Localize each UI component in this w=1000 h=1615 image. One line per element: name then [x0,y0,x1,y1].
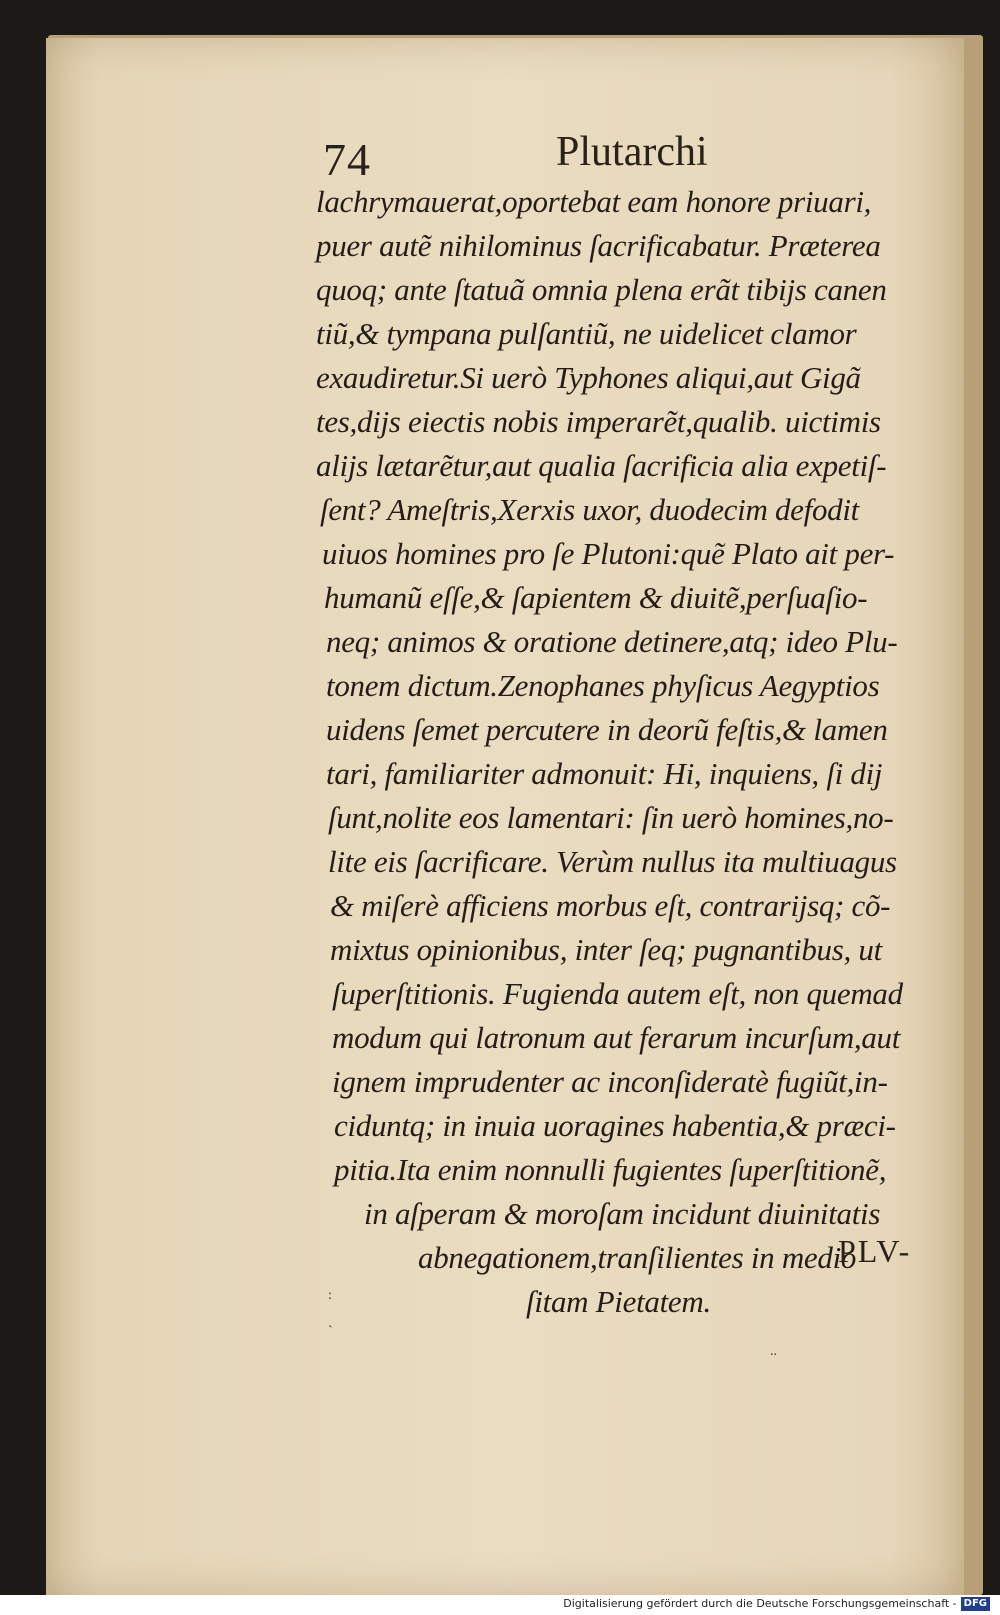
book-page [46,38,964,1595]
text-line: lite eis ſacrificare. Verùm nullus ita multiuagus [328,844,897,879]
text-line: tari, familiariter admonuit: Hi, inquiens, ſi dij [326,756,883,791]
text-line: quoq; ante ſtatuã omnia plena erãt tibijs canen [316,272,887,307]
text-line: ſunt,nolite eos lamentari: ſin uerò homines,no- [328,800,894,835]
text-line: & miſerè afficiens morbus eſt, contrarijsq; cõ- [330,888,891,923]
text-line: lachrymauerat,oportebat eam honore priuari, [316,184,872,219]
text-line: modum qui latronum aut ferarum incurſum,aut [332,1020,901,1055]
dfg-logo: DFG [961,1597,990,1611]
ink-mark: : [328,1288,332,1303]
text-line: alijs lætarẽtur,aut qualia ſacrificia alia expetiſ- [316,448,887,483]
credit-text: Digitalisierung gefördert durch die Deutsche Forschungsgemeinschaft - [563,1597,957,1610]
text-line: puer autẽ nihilominus ſacrificabatur. Præterea [316,228,881,263]
running-head: Plutarchi [556,129,708,175]
text-line: neq; animos & oratione detinere,atq; ideo Plu- [326,624,898,659]
text-line: ſuperſtitionis. Fugienda autem eſt, non quemad [332,976,903,1011]
text-line: exaudiretur.Si uerò Typhones aliqui,aut Gigã [316,360,861,395]
text-line: mixtus opinionibus, inter ſeq; pugnantibus, ut [330,932,882,967]
text-line: abnegationem,tranſilientes in medio [418,1240,857,1275]
text-line: ignem imprudenter ac inconſideratè fugiũt,in- [332,1064,888,1099]
text-line: tonem dictum.Zenophanes phyſicus Aegyptios [326,668,880,703]
text-line: tiũ,& tympana pulſantiũ, ne uidelicet clamor [316,316,857,351]
text-line: uiuos homines pro ſe Plutoni:quẽ Plato ait per- [322,536,895,571]
text-line: humanũ eſſe,& ſapientem & diuitẽ,perſuaſio- [324,580,868,615]
text-line: pitia.Ita enim nonnulli fugientes ſuperſtitionẽ, [334,1152,887,1187]
text-line: ſent? Ameſtris,Xerxis uxor, duodecim defodit [320,492,859,527]
ink-mark: ` [328,1324,333,1339]
text-line: ſitam Pietatem. [526,1284,711,1319]
digitization-credit [500,1597,990,1611]
catchword: PLV- [838,1233,912,1269]
text-line: ciduntq; in inuia uoragines habentia,& præci- [334,1108,896,1143]
ink-mark: .. [770,1344,777,1359]
page-number: 74 [323,134,371,185]
text-line: in aſperam & moroſam incidunt diuinitatis [364,1196,881,1231]
text-line: uidens ſemet percutere in deorũ feſtis,& lamen [326,712,888,747]
text-line: tes,dijs eiectis nobis imperarẽt,qualib. uictimis [316,404,881,439]
